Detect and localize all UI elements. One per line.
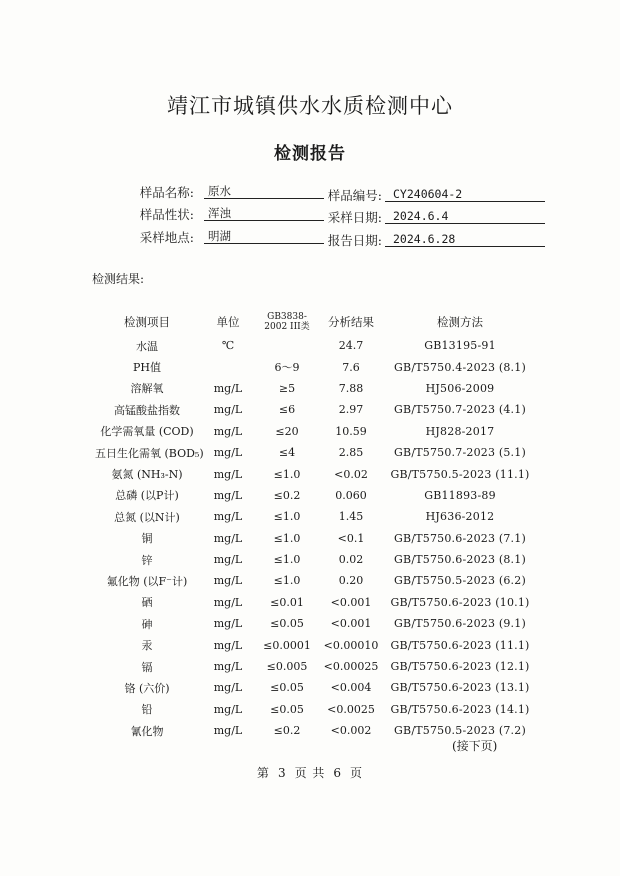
table-row — [95, 485, 535, 506]
method-cell: GB/T5750.4-2023 (8.1) — [394, 360, 526, 374]
item-cell: 铬 (六价) — [124, 681, 170, 695]
sample-name-value: 原水 — [204, 183, 324, 199]
result-cell: <0.00025 — [323, 660, 379, 674]
unit-cell: mg/L — [213, 574, 243, 588]
sample-date-value: 2024.6.4 — [385, 208, 545, 224]
item-cell: 铜 — [141, 532, 153, 546]
table-row — [95, 399, 535, 420]
sample-id-label: 样品编号: — [327, 188, 382, 203]
method-cell: HJ828-2017 — [425, 424, 495, 438]
standard-cell: ≤4 — [278, 446, 296, 460]
unit-cell: mg/L — [213, 403, 243, 417]
method-cell: GB/T5750.5-2023 (6.2) — [394, 574, 526, 588]
unit-cell: mg/L — [213, 617, 243, 631]
item-cell: 水温 — [136, 339, 158, 353]
header-standard: GB3838-2002 III类 — [264, 311, 310, 332]
method-cell: GB13195-91 — [424, 339, 496, 353]
header-unit: 单位 — [216, 314, 240, 329]
unit-cell: mg/L — [213, 724, 243, 738]
result-cell: 7.88 — [338, 381, 364, 395]
table-row — [95, 378, 535, 399]
sample-location-value: 明湖 — [204, 228, 324, 244]
standard-cell: ≤20 — [275, 424, 299, 438]
standard-cell: ≤1.0 — [273, 553, 301, 567]
unit-cell: mg/L — [213, 553, 243, 567]
table-row — [95, 442, 535, 463]
table-row — [95, 613, 535, 634]
table-row — [95, 463, 535, 484]
method-cell: GB/T5750.5-2023 (7.2) — [394, 724, 526, 738]
unit-cell — [199, 356, 257, 377]
method-cell: GB/T5750.6-2023 (14.1) — [390, 702, 530, 716]
results-header-row — [95, 308, 535, 335]
method-cell: GB/T5750.7-2023 (5.1) — [394, 446, 526, 460]
method-cell: GB/T5750.6-2023 (11.1) — [390, 638, 530, 652]
method-cell: HJ506-2009 — [425, 381, 495, 395]
result-cell: <0.004 — [330, 681, 372, 695]
item-cell: 锌 — [141, 553, 153, 567]
table-row — [95, 335, 535, 356]
result-cell: 0.060 — [335, 488, 367, 502]
result-cell: <0.001 — [330, 595, 372, 609]
result-cell: 1.45 — [338, 510, 364, 524]
item-cell: 高锰酸盐指数 — [114, 403, 180, 417]
unit-cell: mg/L — [213, 381, 243, 395]
unit-cell: mg/L — [213, 595, 243, 609]
org-title: 靖江市城镇供水水质检测中心 — [167, 94, 453, 118]
table-row — [95, 677, 535, 698]
result-cell: 10.59 — [335, 424, 367, 438]
result-cell: 2.97 — [338, 403, 364, 417]
method-cell: HJ636-2012 — [425, 510, 495, 524]
standard-cell: ≤0.05 — [270, 702, 304, 716]
item-cell: 氨氮 (NH₃-N) — [111, 468, 183, 482]
standard-cell: ≤1.0 — [273, 574, 301, 588]
method-cell: GB11893-89 — [424, 488, 496, 502]
method-cell: GB/T5750.6-2023 (7.1) — [394, 531, 526, 545]
result-cell: 24.7 — [338, 339, 364, 353]
result-cell: <0.001 — [330, 617, 372, 631]
method-cell: GB/T5750.6-2023 (9.1) — [394, 617, 526, 631]
method-cell: GB/T5750.7-2023 (4.1) — [394, 403, 526, 417]
header-item: 检测项目 — [124, 314, 170, 329]
standard-cell: ≤0.005 — [266, 660, 308, 674]
item-cell: 铅 — [141, 703, 153, 717]
page-footer — [0, 764, 620, 781]
item-cell: 化学需氧量 (COD) — [100, 425, 194, 439]
result-cell: 0.02 — [338, 553, 364, 567]
standard-cell: ≤0.05 — [270, 617, 304, 631]
unit-cell: mg/L — [213, 638, 243, 652]
unit-cell: mg/L — [213, 488, 243, 502]
unit-cell: mg/L — [213, 531, 243, 545]
item-cell: 硒 — [141, 596, 153, 610]
method-cell: GB/T5750.6-2023 (8.1) — [394, 553, 526, 567]
result-cell: <0.1 — [337, 531, 365, 545]
table-row — [95, 528, 535, 549]
unit-cell: mg/L — [213, 702, 243, 716]
page-prefix: 第 — [256, 766, 270, 780]
item-cell: 砷 — [141, 617, 153, 631]
results-label: 检测结果: — [92, 272, 145, 286]
item-cell: 总氮 (以N计) — [114, 510, 180, 524]
result-cell: <0.002 — [330, 724, 372, 738]
table-row — [95, 549, 535, 570]
method-cell: GB/T5750.6-2023 (13.1) — [390, 681, 530, 695]
item-cell: 氰化物 — [130, 724, 164, 738]
item-cell: 氟化物 (以F⁻计) — [106, 574, 188, 588]
standard-cell: ≤1.0 — [273, 467, 301, 481]
header-result: 分析结果 — [328, 314, 374, 329]
results-table — [95, 308, 535, 741]
unit-cell: mg/L — [213, 660, 243, 674]
results-body — [95, 335, 535, 741]
result-cell: <0.0025 — [327, 702, 375, 716]
table-row — [95, 634, 535, 655]
sample-location-label: 采样地点: — [139, 230, 194, 245]
sample-name-label: 样品名称: — [139, 185, 194, 200]
result-cell: <0.00010 — [323, 638, 379, 652]
table-row — [95, 592, 535, 613]
sample-state-label: 样品性状: — [139, 207, 194, 222]
header-method: 检测方法 — [437, 314, 483, 329]
method-cell: GB/T5750.6-2023 (10.1) — [390, 595, 530, 609]
unit-cell: mg/L — [213, 446, 243, 460]
continued-note: (接下页) — [452, 739, 498, 753]
unit-cell: mg/L — [213, 681, 243, 695]
standard-cell: ≤0.2 — [273, 724, 301, 738]
item-cell: 镉 — [141, 660, 153, 674]
unit-cell: mg/L — [213, 424, 243, 438]
unit-cell: mg/L — [213, 467, 243, 481]
standard-cell: ≤1.0 — [273, 510, 301, 524]
item-cell: 五日生化需氧 (BOD₅) — [95, 446, 204, 460]
sample-date-label: 采样日期: — [327, 210, 382, 225]
result-cell: 0.20 — [338, 574, 364, 588]
page-suffix: 页 — [350, 766, 364, 780]
standard-cell: 6～9 — [274, 361, 300, 375]
method-cell: GB/T5750.5-2023 (11.1) — [390, 467, 530, 481]
item-cell: 溶解氧 — [130, 382, 164, 396]
page-current: 3 — [277, 766, 287, 780]
sample-state-value: 浑浊 — [204, 205, 324, 221]
standard-cell: ≤0.2 — [273, 488, 301, 502]
table-row — [95, 356, 535, 377]
unit-cell: ℃ — [221, 339, 235, 353]
sample-info — [0, 183, 620, 253]
table-row — [95, 421, 535, 442]
item-cell: 总磷 (以P计) — [115, 489, 179, 503]
page-total: 6 — [333, 766, 343, 780]
page-mid: 页 共 — [294, 766, 326, 780]
standard-cell: ≤1.0 — [273, 531, 301, 545]
standard-cell: ≥5 — [278, 381, 296, 395]
standard-cell: ≤6 — [278, 403, 296, 417]
report-date-value: 2024.6.28 — [385, 231, 545, 247]
standard-cell — [257, 335, 317, 356]
unit-cell: mg/L — [213, 510, 243, 524]
table-row — [95, 699, 535, 720]
item-cell: PH值 — [133, 361, 161, 375]
report-title: 检测报告 — [274, 144, 346, 164]
report-date-label: 报告日期: — [327, 233, 382, 248]
method-cell: GB/T5750.6-2023 (12.1) — [390, 660, 530, 674]
result-cell: 2.85 — [338, 446, 364, 460]
standard-cell: ≤0.01 — [270, 595, 304, 609]
item-cell: 汞 — [141, 639, 153, 653]
sample-id-value: CY240604-2 — [385, 186, 545, 202]
result-cell: <0.02 — [334, 467, 368, 481]
table-row — [95, 506, 535, 527]
standard-cell: ≤0.05 — [270, 681, 304, 695]
result-cell: 7.6 — [342, 360, 360, 374]
standard-cell: ≤0.0001 — [263, 638, 311, 652]
table-row — [95, 570, 535, 591]
table-row — [95, 656, 535, 677]
